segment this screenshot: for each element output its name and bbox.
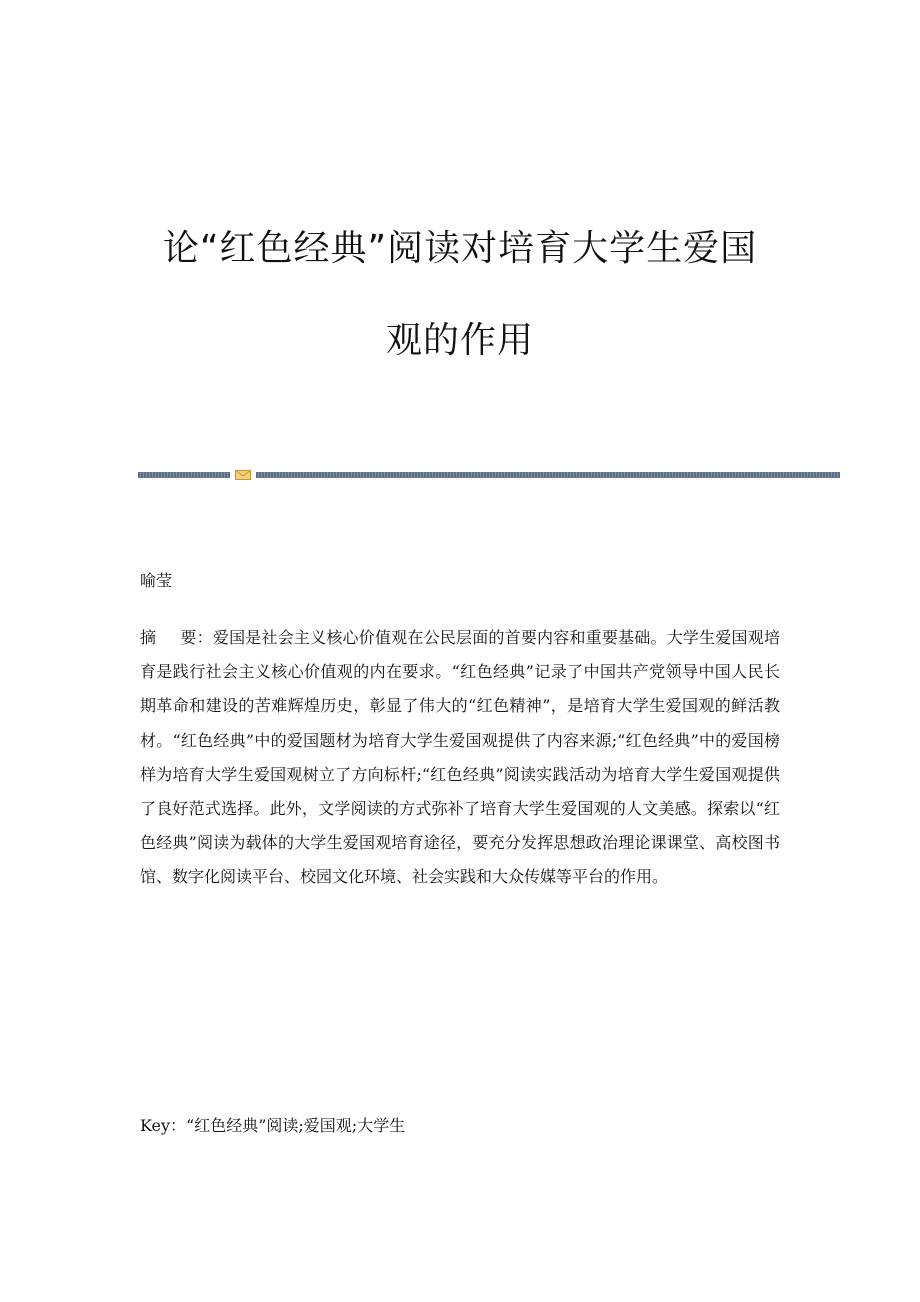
document-title-line-2: 观的作用 xyxy=(385,320,534,361)
divider-bar-left xyxy=(138,472,230,478)
author-name: 喻莹 xyxy=(140,571,173,590)
envelope-ornament-icon xyxy=(235,470,251,480)
keywords-text: “红色经典”阅读;爱国观;大学生 xyxy=(186,1116,406,1135)
divider-bar-right xyxy=(256,472,840,478)
title-divider xyxy=(138,470,840,480)
abstract-paragraph xyxy=(140,621,780,895)
abstract-text: 爱国是社会主义核心价值观在公民层面的首要内容和重要基础。大学生爱国观培育是践行社会主义核心价值观的内在要求。“红色经典”记录了中国共产党领导中国人民长期革命和建设的苦难辉煌历史，彰显了伟大的“红色精神”，是培育大学生爱国观的鲜活教材。“红色经典”中的爱国题材为培育大学生爱国观提供了内容来源;“红色经典”中的爱国榜样为培育大学生爱国观树立了方向标杆;“红色经典”阅读实践活动为培育大学生爱国观提供了良好范式选择。此外，文学阅读的方式弥补了培育大学生爱国观的人文美感。探索以“红色经典”阅读为载体的大学生爱国观培育途径，要充分发挥思想政治理论课课堂、高校图书馆、数字化阅读平台、校园文化环境、社会实践和大众传媒等平台的作用。 xyxy=(140,628,780,887)
document-title-line-1: 论“红色经典”阅读对培育大学生爱国 xyxy=(162,228,758,269)
abstract-label-first: 摘 xyxy=(140,628,157,647)
keywords-line xyxy=(140,1113,405,1136)
keywords-label: Key： xyxy=(140,1116,187,1135)
abstract-label-second: 要： xyxy=(180,628,213,647)
